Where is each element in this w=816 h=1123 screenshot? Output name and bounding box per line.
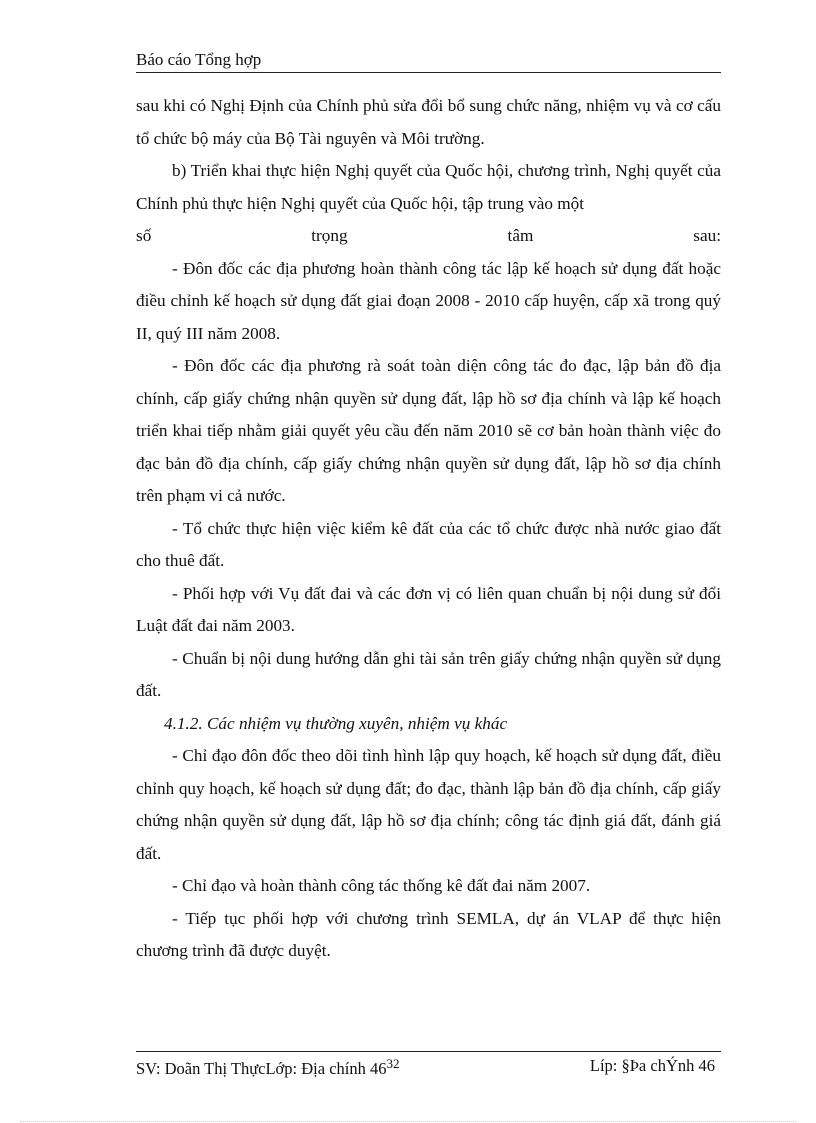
page-bottom-divider	[20, 1121, 796, 1122]
bullet-item: - Đôn đốc các địa phương rà soát toàn diện công tác đo đạc, lập bản đồ địa chính, cấp giấy chứng nhận quyền sử dụng đất, lập hồ sơ địa chính và lập kế hoạch triển khai tiếp nhằm giải quyết yêu cầu đến năm 2010 sẽ cơ bản hoàn thành việc đo đạc bản đồ địa chính, cấp giấy chứng nhận quyền sử dụng đất, lập hồ sơ địa chính trên phạm vi cả nước.	[136, 356, 721, 505]
header-title: Báo cáo Tổng hợp	[136, 50, 262, 69]
paragraph: số trọng tâm sau:	[136, 226, 721, 245]
footer-right: Líp: §Þa chÝnh 46	[589, 1056, 715, 1075]
footer-left	[136, 1056, 399, 1079]
page-footer	[136, 1051, 721, 1078]
bullet-item: - Tổ chức thực hiện việc kiểm kê đất của các tổ chức được nhà nước giao đất cho thuê đất.	[136, 518, 721, 570]
page-header	[136, 50, 721, 73]
bullet-item: - Tiếp tục phối hợp với chương trình SEMLA, dự án VLAP để thực hiện chương trình đã được duyệt.	[136, 908, 721, 960]
bullet-item: - Chuẩn bị nội dung hướng dẫn ghi tài sản trên giấy chứng nhận quyền sử dụng đất.	[136, 648, 721, 700]
document-body	[136, 90, 721, 968]
section-heading: 4.1.2. Các nhiệm vụ thường xuyên, nhiệm vụ khác	[164, 713, 508, 733]
bullet-item: - Chỉ đạo đôn đốc theo dõi tình hình lập quy hoạch, kế hoạch sử dụng đất, điều chỉnh quy hoạch, kế hoạch sử dụng đất; đo đạc, thành lập bản đồ địa chính, cấp giấy chứng nhận quyền sử dụng đất, lập hồ sơ địa chính; công tác định giá đất, đánh giá đất.	[136, 746, 721, 863]
bullet-item: - Chỉ đạo và hoàn thành công tác thống kê đất đai năm 2007.	[172, 876, 591, 895]
bullet-item: - Đôn đốc các địa phương hoàn thành công tác lập kế hoạch sử dụng đất hoặc điều chỉnh kế hoạch sử dụng đất giai đoạn 2008 - 2010 cấp huyện, cấp xã trong quý II, quý III năm 2008.	[136, 258, 721, 343]
paragraph: sau khi có Nghị Định của Chính phủ sửa đổi bổ sung chức năng, nhiệm vụ và cơ cấu tổ chức bộ máy của Bộ Tài nguyên và Môi trường.	[136, 96, 721, 148]
footer-student: SV: Doãn Thị ThựcLớp: Địa chính 46	[136, 1059, 387, 1078]
page-number: 32	[386, 1056, 400, 1071]
paragraph: b) Triển khai thực hiện Nghị quyết của Quốc hội, chương trình, Nghị quyết của Chính phủ thực hiện Nghị quyết của Quốc hội, tập trung vào một	[136, 161, 721, 213]
bullet-item: - Phối hợp với Vụ đất đai và các đơn vị có liên quan chuẩn bị nội dung sử đổi Luật đất đai năm 2003.	[136, 583, 721, 635]
